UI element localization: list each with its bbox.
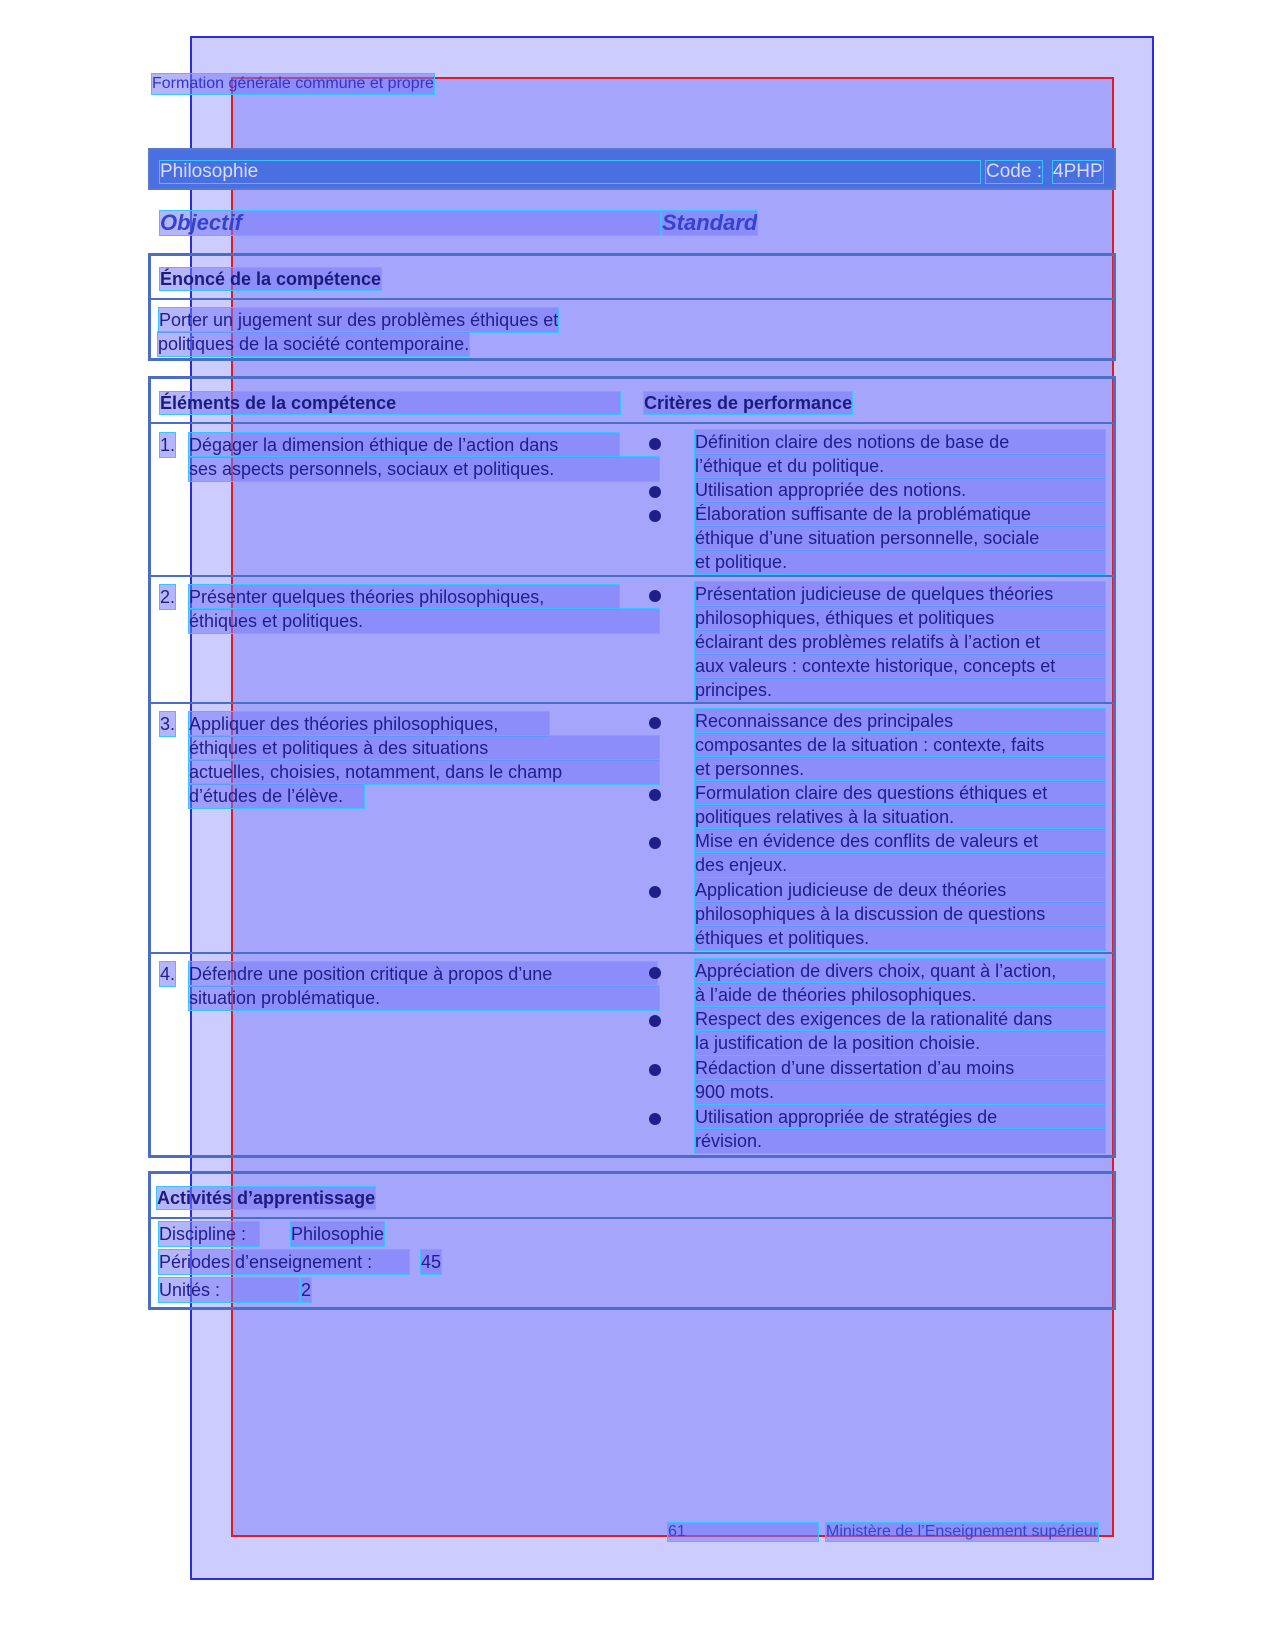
criterion-line: philosophiques, éthiques et politiques [695, 606, 1105, 630]
criterion-line: Reconnaissance des principales [695, 709, 1105, 733]
criteria-heading: Critères de performance [644, 393, 853, 413]
periodes-value: 45 [421, 1252, 442, 1272]
element-line: éthiques et politiques à des situations [189, 736, 659, 760]
criterion-line: des enjeux. [695, 853, 1105, 877]
criterion-line: Mise en évidence des conflits de valeurs et [695, 829, 1105, 853]
element-line: situation problématique. [189, 986, 659, 1010]
criterion-line: Présentation judicieuse de quelques théories [695, 582, 1105, 606]
element-line: Présenter quelques théories philosophiques, [189, 585, 619, 609]
element-number: 3. [160, 714, 176, 734]
element-line: d’études de l’élève. [189, 784, 364, 808]
course-title: Philosophie [160, 161, 980, 183]
element-number: 2. [160, 587, 176, 607]
criterion-line: 900 mots. [695, 1080, 1105, 1104]
elements-section [148, 376, 1116, 1158]
discipline-label: Discipline : [159, 1222, 259, 1246]
criterion-line: et politique. [695, 550, 1105, 574]
bullet-icon [649, 510, 661, 522]
criterion-line: composantes de la situation : contexte, faits [695, 733, 1105, 757]
element-line: éthiques et politiques. [189, 609, 659, 633]
activites-section [148, 1171, 1116, 1310]
bullet-icon [649, 1015, 661, 1027]
criterion-line: éthique d’une situation personnelle, sociale [695, 526, 1105, 550]
bullet-icon [649, 789, 661, 801]
criterion-line: éclairant des problèmes relatifs à l’action et [695, 630, 1105, 654]
criterion-line: Utilisation appropriée de stratégies de [695, 1105, 1105, 1129]
element-line: Appliquer des théories philosophiques, [189, 712, 549, 736]
unites-label: Unités : [159, 1278, 299, 1302]
objectif-label: Objectif [160, 211, 660, 235]
criterion-line: philosophiques à la discussion de questions [695, 902, 1105, 926]
criterion-line: Formulation claire des questions éthiques et [695, 781, 1105, 805]
bullet-icon [649, 590, 661, 602]
bullet-icon [649, 886, 661, 898]
page-number: 61 [668, 1523, 818, 1541]
criterion-line: l’éthique et du politique. [695, 454, 1105, 478]
bullet-icon [649, 1064, 661, 1076]
elements-heading: Éléments de la compétence [160, 392, 620, 414]
divider [151, 702, 1113, 704]
criterion-line: principes. [695, 678, 1105, 702]
criterion-line: Rédaction d’une dissertation d’au moins [695, 1056, 1105, 1080]
element-line: Dégager la dimension éthique de l’action dans [189, 433, 619, 457]
bullet-icon [649, 967, 661, 979]
criterion-line: Appréciation de divers choix, quant à l’action, [695, 959, 1105, 983]
footer-ministry: Ministère de l’Enseignement supérieur [826, 1523, 1099, 1540]
criterion-line: à l’aide de théories philosophiques. [695, 983, 1105, 1007]
element-line: Défendre une position critique à propos d’une [189, 962, 657, 986]
criterion-line: Respect des exigences de la rationalité dans [695, 1007, 1105, 1031]
activites-heading: Activités d’apprentissage [157, 1188, 376, 1208]
criterion-line: révision. [695, 1129, 1105, 1153]
divider [151, 298, 1113, 300]
criterion-line: la justification de la position choisie. [695, 1031, 1105, 1055]
bullet-icon [649, 717, 661, 729]
element-number: 4. [160, 964, 176, 984]
criterion-line: Définition claire des notions de base de [695, 430, 1105, 454]
bullet-icon [649, 486, 661, 498]
enonce-line: politiques de la société contemporaine. [158, 334, 470, 354]
discipline-value: Philosophie [291, 1224, 385, 1244]
element-line: ses aspects personnels, sociaux et politiques. [189, 457, 659, 481]
bullet-icon [649, 1113, 661, 1125]
criterion-line: Application judicieuse de deux théories [695, 878, 1105, 902]
divider [151, 575, 1113, 577]
element-number: 1. [160, 435, 176, 455]
enonce-line: Porter un jugement sur des problèmes éthiques et [159, 310, 559, 330]
standard-label: Standard [662, 210, 758, 235]
code-label: Code : [986, 161, 1042, 182]
criterion-line: politiques relatives à la situation. [695, 805, 1105, 829]
bullet-icon [649, 837, 661, 849]
criterion-line: Élaboration suffisante de la problématique [695, 502, 1105, 526]
criterion-line: et personnes. [695, 757, 1105, 781]
bullet-icon [649, 438, 661, 450]
criterion-line: éthiques et politiques. [695, 926, 1105, 950]
criterion-line: Utilisation appropriée des notions. [695, 478, 1105, 502]
divider [151, 952, 1113, 954]
unites-value: 2 [301, 1280, 312, 1300]
code-value: 4PHP [1053, 161, 1103, 182]
divider [151, 1217, 1113, 1219]
enonce-heading: Énoncé de la compétence [160, 269, 382, 289]
periodes-label: Périodes d’enseignement : [159, 1250, 409, 1274]
criterion-line: aux valeurs : contexte historique, concepts et [695, 654, 1105, 678]
divider [151, 422, 1113, 424]
running-header: Formation générale commune et propre [152, 75, 434, 92]
element-line: actuelles, choisies, notamment, dans le champ [189, 760, 659, 784]
enonce-section [148, 253, 1116, 361]
